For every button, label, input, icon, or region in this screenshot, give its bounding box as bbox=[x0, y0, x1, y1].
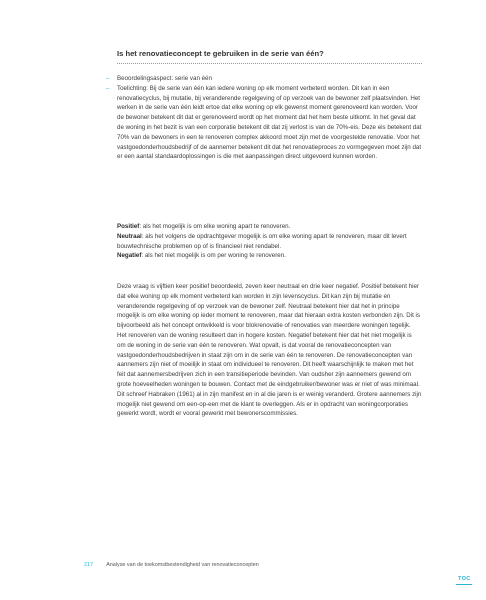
page-number: 217 bbox=[84, 562, 93, 568]
bullet-text: Beoordelingsaspect: serie van één bbox=[117, 75, 212, 82]
page-footer bbox=[84, 562, 259, 568]
section-heading: Is het renovatieconcept te gebruiken in de serie van één? bbox=[117, 49, 324, 58]
term-positive: Positief bbox=[117, 223, 140, 230]
body-paragraph: Deze vraag is vijftien keer positief beoordeeld, zeven keer neutraal en drie keer negatief. Positief betekent hier dat elke woning op elk moment verbeterd kan worden in zijn levenscyclus. Dit kan zijn bij mutatie en veranderende regelgeving of op verzoek van de bewoner zelf. Neutraal betekent hier dat het in principe mogelijk is om elke woning op ieder moment te renoveren, maar dat hieraan extra kosten verbonden zijn. Dit is bijvoorbeeld als het concept ontwikkeld is voor blokrenovatie of renovaties van meerdere woningen tegelijk. Het renoveren van de woning resulteert dan in hogere kosten. Negatief betekent hier dat het niet mogelijk is om de woning in de serie van één te renoveren. Wat opvalt, is dat vooral de renovatieconcepten van vastgoedonderhoudsbedrijven in staat zijn om in de serie van één te renoveren. De renovatieconcepten van aannemers zijn niet of moeilijk in staat om individueel te renoveren. Dit heeft waarschijnlijk te maken met het feit dat aannemersbedrijven zich in een transitieperiode bevinden. Van oudsher zijn aannemers gewend om grote hoeveelheden woningen te bouwen. Contact met de eindgebruiker/bewoner was er niet of was minimaal. Dit schreef Habraken (1961) al in zijn manifest en in al die jaren is er weinig veranderd. Grotere aannemers zijn mogelijk niet gewend om een-op-een met de klant te overleggen. Als er in opdracht van woningcorporaties gewerkt wordt, wordt er vooral gewerkt met bewonerscommissies. bbox=[117, 283, 422, 418]
dash-icon: – bbox=[106, 75, 110, 82]
definition-text: : als het volgens de opdrachtgever mogelijk is om elke woning apart te renoveren, maar dit levert bouwtechnische problemen op of is financieel niet rendabel. bbox=[117, 232, 407, 250]
assessment-definitions bbox=[117, 222, 422, 261]
bullet-item bbox=[106, 74, 422, 84]
dotted-divider bbox=[117, 63, 422, 64]
definition-positive bbox=[117, 222, 422, 232]
toc-link[interactable]: TOC bbox=[458, 576, 471, 582]
definition-text: : als het niet mogelijk is om per woning te renoveren. bbox=[141, 252, 286, 260]
term-neutral: Neutraal bbox=[117, 232, 142, 240]
term-negative: Negatief bbox=[117, 252, 142, 260]
bullet-list bbox=[106, 74, 422, 162]
dash-icon: – bbox=[106, 84, 110, 92]
definition-text: : als het mogelijk is om elke woning apart te renoveren. bbox=[139, 223, 291, 230]
toc-underline bbox=[456, 584, 472, 585]
running-title: Analyse van de toekomstbestendigheid van renovatieconcepten bbox=[106, 562, 259, 568]
definition-negative bbox=[117, 251, 422, 261]
bullet-item bbox=[106, 84, 422, 162]
bullet-text: Toelichting: Bij de serie van één kan iedere woning op elk moment verbeterd worden. Dit kan in een renovatiecyclus, bij mutatie, bij veranderende regelgeving of op verzoek van de bewoner zelf plaatsvinden. Het werken in de serie van één leidt ertoe dat elke woning op elk gewenst moment gerenoveerd kan worden. Voor de bewoner betekent dit dat er gerenoveerd wordt op het moment dat het hem beste uitkomt. In het geval dat de woning in het bezit is van een corporatie betekent dit dat zij verlost is van de 70%-eis. Deze eis betekent dat 70% van de bewoners in een te renoveren complex akkoord moet zijn met de voorgestelde renovatie. Voor het vastgoedonderhoudsbedrijf of de aannemer betekent dit dat het renovatieproces zo vormgegeven moet zijn dat er een aantal standaardoplossingen is die met aanpassingen direct uitgevoerd kunnen worden. bbox=[117, 84, 422, 161]
definition-neutral bbox=[117, 232, 422, 252]
